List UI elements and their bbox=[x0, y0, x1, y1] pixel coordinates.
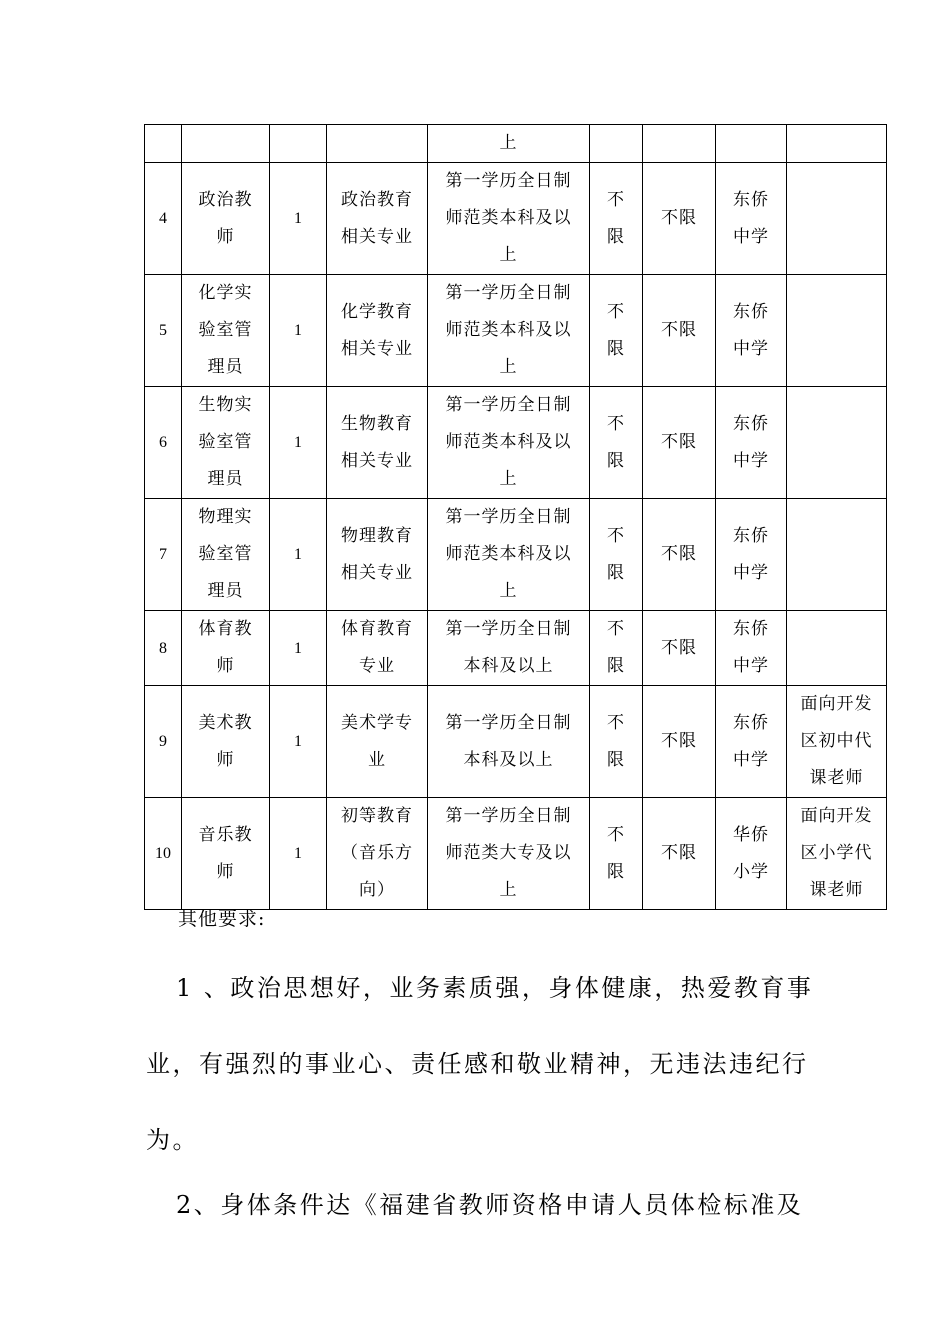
age-requirement-line: 不 bbox=[607, 301, 625, 322]
headcount-cell: 1 bbox=[270, 163, 327, 275]
position-name-cell bbox=[182, 275, 270, 387]
education-requirement-cell bbox=[428, 499, 590, 611]
education-requirement-line: 上 bbox=[499, 133, 518, 153]
major-requirement-cell bbox=[327, 163, 428, 275]
note-cell bbox=[787, 499, 887, 611]
note-cell bbox=[787, 387, 887, 499]
row-number-cell: 8 bbox=[145, 611, 182, 686]
education-requirement-cell bbox=[428, 163, 590, 275]
major-requirement-line: 美术学专 bbox=[341, 712, 413, 733]
headcount-cell: 1 bbox=[270, 499, 327, 611]
major-requirement-line: 相关专业 bbox=[341, 338, 413, 359]
major-requirement-line: 物理教育 bbox=[341, 525, 413, 546]
age-requirement-line: 限 bbox=[607, 562, 625, 583]
position-name-line: 师 bbox=[216, 749, 235, 770]
education-requirement-line: 第一学历全日制 bbox=[445, 171, 572, 191]
position-name-cell bbox=[182, 499, 270, 611]
note-line: 面向开发 bbox=[800, 694, 873, 714]
position-name-line: 验室管 bbox=[198, 544, 253, 564]
education-requirement-line: 第一学历全日制 bbox=[445, 806, 572, 826]
school-name-line: 东侨 bbox=[733, 525, 769, 546]
position-name-cell bbox=[182, 686, 270, 798]
major-requirement-cell bbox=[327, 125, 428, 163]
school-name-line: 东侨 bbox=[733, 712, 769, 733]
position-name-line: 验室管 bbox=[198, 432, 253, 452]
position-name-cell bbox=[182, 125, 270, 163]
age-requirement-line: 不 bbox=[607, 189, 625, 210]
major-requirement-line: 相关专业 bbox=[341, 562, 413, 583]
other-requirement-cell: 不限 bbox=[643, 387, 716, 499]
education-requirement-line: 师范类本科及以 bbox=[445, 432, 572, 452]
education-requirement-line: 本科及以上 bbox=[463, 656, 554, 676]
headcount-cell bbox=[270, 125, 327, 163]
major-requirement-cell bbox=[327, 275, 428, 387]
position-name-line: 政治教 bbox=[198, 189, 253, 210]
table-row bbox=[145, 387, 887, 499]
school-name-line: 中学 bbox=[733, 562, 769, 583]
education-requirement-cell bbox=[428, 798, 590, 910]
age-requirement-line: 不 bbox=[607, 619, 625, 639]
requirement-line: 1 、政治思想好，业务素质强，身体健康，热爱教育事 bbox=[176, 974, 814, 1002]
school-name-cell bbox=[716, 125, 787, 163]
age-requirement-line: 不 bbox=[607, 712, 625, 733]
note-line: 区初中代 bbox=[800, 731, 873, 751]
school-name-line: 小学 bbox=[733, 861, 769, 882]
other-requirement-cell: 不限 bbox=[643, 611, 716, 686]
position-name-line: 物理实 bbox=[198, 507, 253, 527]
age-requirement-line: 限 bbox=[607, 656, 625, 676]
major-requirement-line: 生物教育 bbox=[341, 413, 413, 434]
position-name-line: 音乐教 bbox=[198, 824, 253, 845]
school-name-line: 中学 bbox=[733, 749, 769, 770]
age-requirement-cell bbox=[590, 163, 643, 275]
school-name-line: 东侨 bbox=[733, 301, 769, 322]
education-requirement-line: 师范类本科及以 bbox=[445, 544, 572, 564]
school-name-cell bbox=[716, 163, 787, 275]
position-name-line: 师 bbox=[216, 861, 235, 882]
other-requirements-heading: 其他要求: bbox=[178, 908, 266, 930]
major-requirement-line: 向） bbox=[359, 880, 395, 900]
table-row bbox=[145, 125, 887, 163]
age-requirement-cell bbox=[590, 611, 643, 686]
other-requirement-cell: 不限 bbox=[643, 499, 716, 611]
major-requirement-line: 专业 bbox=[359, 656, 395, 676]
age-requirement-line: 不 bbox=[607, 824, 625, 845]
position-name-line: 化学实 bbox=[198, 283, 253, 303]
school-name-line: 中学 bbox=[733, 338, 769, 359]
education-requirement-line: 师范类大专及以 bbox=[445, 843, 572, 863]
age-requirement-line: 限 bbox=[607, 450, 625, 471]
note-cell bbox=[787, 275, 887, 387]
note-cell bbox=[787, 611, 887, 686]
note-cell bbox=[787, 686, 887, 798]
table-row bbox=[145, 163, 887, 275]
position-name-line: 师 bbox=[216, 656, 235, 676]
school-name-line: 中学 bbox=[733, 450, 769, 471]
school-name-cell bbox=[716, 499, 787, 611]
headcount-cell: 1 bbox=[270, 611, 327, 686]
education-requirement-cell bbox=[428, 611, 590, 686]
school-name-cell bbox=[716, 798, 787, 910]
row-number-cell bbox=[145, 125, 182, 163]
age-requirement-cell bbox=[590, 125, 643, 163]
major-requirement-line: 相关专业 bbox=[341, 450, 413, 471]
school-name-line: 中学 bbox=[733, 656, 769, 676]
education-requirement-cell bbox=[428, 125, 590, 163]
education-requirement-line: 师范类本科及以 bbox=[445, 320, 572, 340]
school-name-line: 东侨 bbox=[733, 619, 769, 639]
row-number-cell: 7 bbox=[145, 499, 182, 611]
education-requirement-line: 第一学历全日制 bbox=[445, 712, 572, 733]
note-cell bbox=[787, 125, 887, 163]
major-requirement-cell bbox=[327, 499, 428, 611]
table-row bbox=[145, 798, 887, 910]
other-requirement-cell bbox=[643, 125, 716, 163]
school-name-line: 中学 bbox=[733, 226, 769, 247]
note-line: 区小学代 bbox=[800, 843, 873, 863]
table-row bbox=[145, 611, 887, 686]
major-requirement-line: 相关专业 bbox=[341, 226, 413, 247]
school-name-line: 华侨 bbox=[733, 824, 769, 845]
age-requirement-cell bbox=[590, 798, 643, 910]
headcount-cell: 1 bbox=[270, 798, 327, 910]
age-requirement-line: 限 bbox=[607, 226, 625, 247]
major-requirement-cell bbox=[327, 387, 428, 499]
major-requirement-line: 政治教育 bbox=[341, 189, 413, 210]
education-requirement-line: 上 bbox=[499, 581, 518, 601]
school-name-cell bbox=[716, 387, 787, 499]
age-requirement-cell bbox=[590, 499, 643, 611]
position-name-line: 理员 bbox=[207, 581, 244, 601]
major-requirement-cell bbox=[327, 611, 428, 686]
school-name-cell bbox=[716, 611, 787, 686]
requirement-line: 业，有强烈的事业心、责任感和敬业精神，无违法违纪行 bbox=[146, 1050, 809, 1078]
row-number-cell: 6 bbox=[145, 387, 182, 499]
school-name-line: 东侨 bbox=[733, 189, 769, 210]
position-name-line: 验室管 bbox=[198, 320, 253, 340]
note-line: 课老师 bbox=[809, 880, 864, 900]
education-requirement-line: 本科及以上 bbox=[463, 749, 554, 770]
major-requirement-cell bbox=[327, 798, 428, 910]
position-name-line: 美术教 bbox=[198, 712, 253, 733]
major-requirement-line: 化学教育 bbox=[341, 301, 413, 322]
age-requirement-line: 限 bbox=[607, 861, 625, 882]
school-name-cell bbox=[716, 686, 787, 798]
education-requirement-line: 上 bbox=[499, 880, 518, 900]
requirement-line: 为。 bbox=[146, 1126, 199, 1154]
position-name-cell bbox=[182, 163, 270, 275]
major-requirement-cell bbox=[327, 686, 428, 798]
row-number-cell: 10 bbox=[145, 798, 182, 910]
position-name-line: 理员 bbox=[207, 469, 244, 489]
position-name-line: 体育教 bbox=[198, 619, 253, 639]
education-requirement-line: 第一学历全日制 bbox=[445, 507, 572, 527]
note-line: 面向开发 bbox=[800, 806, 873, 826]
age-requirement-cell bbox=[590, 387, 643, 499]
table-row bbox=[145, 686, 887, 798]
position-name-cell bbox=[182, 798, 270, 910]
table-row bbox=[145, 275, 887, 387]
education-requirement-line: 第一学历全日制 bbox=[445, 283, 572, 303]
headcount-cell: 1 bbox=[270, 387, 327, 499]
school-name-line: 东侨 bbox=[733, 413, 769, 434]
other-requirement-cell: 不限 bbox=[643, 163, 716, 275]
other-requirement-cell: 不限 bbox=[643, 686, 716, 798]
major-requirement-line: 初等教育 bbox=[341, 806, 413, 826]
row-number-cell: 9 bbox=[145, 686, 182, 798]
other-requirement-cell: 不限 bbox=[643, 798, 716, 910]
position-name-line: 生物实 bbox=[198, 395, 253, 415]
position-name-cell bbox=[182, 611, 270, 686]
major-requirement-line: 业 bbox=[368, 749, 386, 770]
note-cell bbox=[787, 798, 887, 910]
position-name-cell bbox=[182, 387, 270, 499]
education-requirement-line: 上 bbox=[499, 357, 518, 377]
school-name-cell bbox=[716, 275, 787, 387]
table-row bbox=[145, 499, 887, 611]
age-requirement-line: 限 bbox=[607, 749, 625, 770]
headcount-cell: 1 bbox=[270, 275, 327, 387]
position-name-line: 师 bbox=[216, 226, 235, 247]
other-requirement-cell: 不限 bbox=[643, 275, 716, 387]
row-number-cell: 4 bbox=[145, 163, 182, 275]
age-requirement-cell bbox=[590, 275, 643, 387]
row-number-cell: 5 bbox=[145, 275, 182, 387]
note-cell bbox=[787, 163, 887, 275]
age-requirement-line: 不 bbox=[607, 525, 625, 546]
education-requirement-cell bbox=[428, 686, 590, 798]
position-name-line: 理员 bbox=[207, 357, 244, 377]
recruitment-table bbox=[144, 124, 887, 910]
education-requirement-line: 上 bbox=[499, 245, 518, 265]
major-requirement-line: 体育教育 bbox=[341, 619, 413, 639]
major-requirement-line: （音乐方 bbox=[341, 843, 413, 863]
education-requirement-line: 上 bbox=[499, 469, 518, 489]
education-requirement-line: 师范类本科及以 bbox=[445, 208, 572, 228]
headcount-cell: 1 bbox=[270, 686, 327, 798]
age-requirement-line: 限 bbox=[607, 338, 625, 359]
age-requirement-line: 不 bbox=[607, 413, 625, 434]
age-requirement-cell bbox=[590, 686, 643, 798]
education-requirement-line: 第一学历全日制 bbox=[445, 619, 572, 639]
education-requirement-cell bbox=[428, 387, 590, 499]
education-requirement-line: 第一学历全日制 bbox=[445, 395, 572, 415]
requirement-line: 2、身体条件达《福建省教师资格申请人员体检标准及 bbox=[176, 1191, 804, 1219]
note-line: 课老师 bbox=[809, 768, 864, 788]
education-requirement-cell bbox=[428, 275, 590, 387]
